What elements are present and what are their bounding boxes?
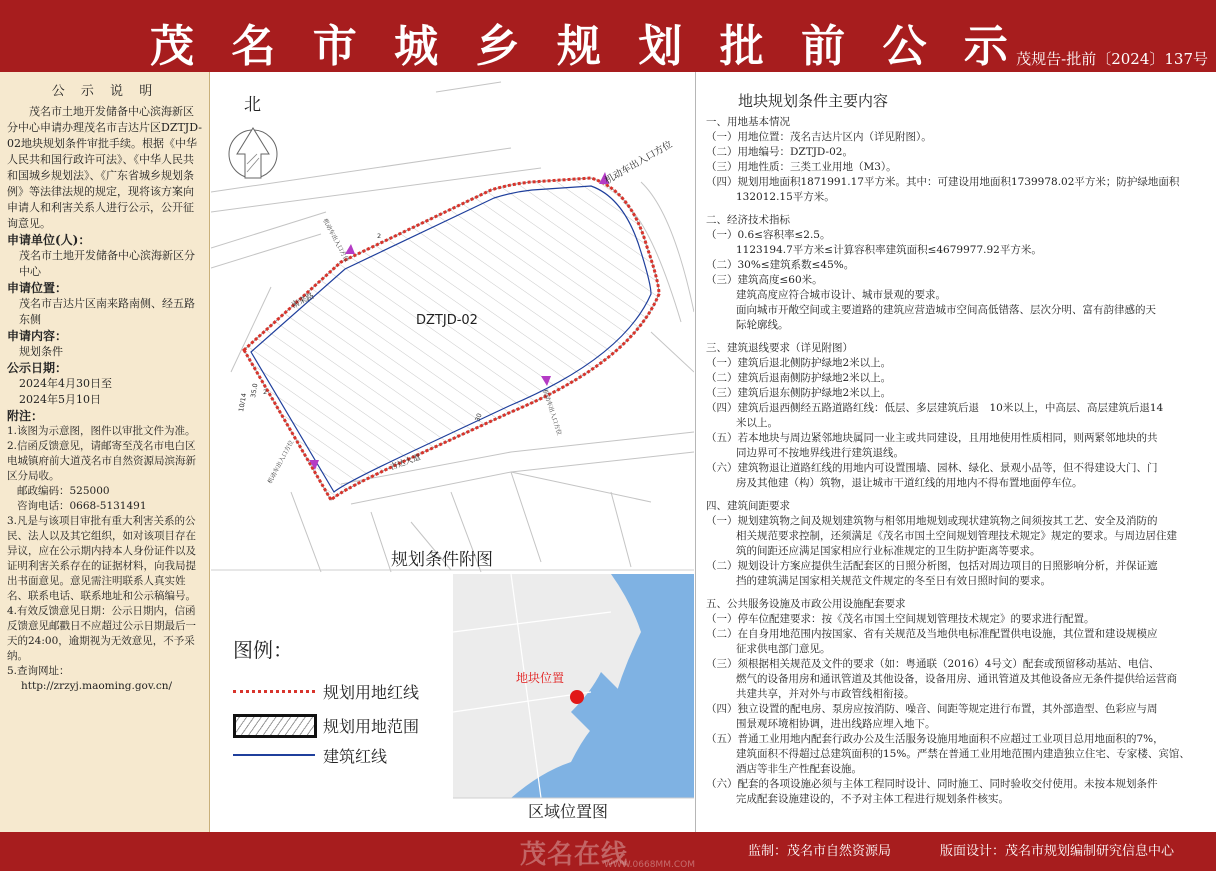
notes-label: 附注： bbox=[7, 409, 44, 423]
legend-scope-swatch bbox=[233, 714, 317, 738]
condition-line: 相关规范要求控制，还须满足《茂名市国土空间规划管理技术规定》规定的要求。与周边居住建 bbox=[736, 530, 1177, 542]
legend bbox=[211, 574, 451, 832]
content-label: 申请内容： bbox=[7, 329, 68, 343]
title-char: 市 bbox=[312, 21, 359, 72]
applicant-value: 茂名市土地开发储备中心滨海新区分中心 bbox=[19, 249, 195, 278]
note-2: 2.信函反馈意见，请邮寄至茂名市电白区电城镇府前大道茂名市自然资源局滨海新区分局收。 bbox=[7, 440, 196, 482]
location-marker-icon bbox=[570, 690, 584, 704]
footer-banner bbox=[0, 832, 1216, 871]
condition-line: （一）规划建筑物之间及规划建筑物与相邻用地规划或现状建筑物之间须按其工艺、安全及消防的 bbox=[706, 515, 1158, 527]
note-1: 1.该图为示意图，图件以审批文件为准。 bbox=[7, 425, 196, 437]
title-char: 规 bbox=[556, 21, 603, 72]
condition-line: （四）规划用地面积1871991.17平方米。其中：可建设用地面积1739978.02平方米；防护绿地面积 bbox=[706, 176, 1180, 188]
document-number: 茂规告-批前〔2024〕137号 bbox=[1016, 50, 1208, 68]
legend-blue-line-label: 建筑红线 bbox=[323, 747, 388, 766]
applicant-label: 申请单位(人)： bbox=[7, 233, 91, 247]
header-banner bbox=[0, 0, 1216, 72]
supervisor-text: 监制：茂名市自然资源局 bbox=[748, 844, 892, 859]
condition-line: （三）用地性质：三类工业用地（M3）。 bbox=[706, 161, 897, 173]
section-heading: 一、用地基本情况 bbox=[706, 116, 790, 128]
date-to: 2024年5月10日 bbox=[19, 393, 101, 406]
legend-title: 图例： bbox=[233, 638, 293, 662]
section-heading: 四、建筑间距要求 bbox=[706, 500, 790, 512]
dimension-35: 35.0 bbox=[249, 382, 260, 399]
conditions-panel bbox=[695, 72, 1216, 832]
condition-line: 建筑高度应符合城市设计、城市景观的要求。 bbox=[736, 289, 946, 301]
condition-line: （二）建筑后退南侧防护绿地2米以上。 bbox=[706, 372, 892, 384]
note-4: 4.有效反馈意见日期：公示日期内，信函反馈意见邮戳日不应超过公示日期最后一天的24:00，逾期视为无效意见，不予采纳。 bbox=[7, 605, 196, 662]
conditions-title: 地块规划条件主要内容 bbox=[738, 92, 889, 110]
entrance-label-small: 机动车出入口方位 bbox=[266, 439, 296, 485]
entrance-label-small: 机动车出入口方位 bbox=[541, 388, 563, 437]
road-name-nanlai: 南来路 bbox=[289, 291, 316, 310]
condition-line: （二）在自身用地范围内按国家、省有关规范及当地供电标准配置供电设施，其位置和建设规模应 bbox=[706, 628, 1158, 640]
notice-intro: 茂名市土地开发储备中心滨海新区分中心申请办理茂名市吉达片区DZTJD-02地块规划条件审批手续。根据《中华人民共和国行政许可法》、《中华人民共和国城乡规划法》、《广东省城乡规划条例》等法律法规的规定，现将该方案向申请人和利害关系人进行公示，公开征询意见。 bbox=[7, 105, 202, 230]
condition-line: 面向城市开敞空间或主要道路的建筑应营造城市空间高低错落、层次分明、富有韵律感的天 bbox=[736, 304, 1156, 316]
page-title bbox=[150, 10, 1010, 74]
plot-code: DZTJD-02 bbox=[416, 313, 478, 328]
condition-line: 建筑面积不得超过总建筑面积的15%。严禁在普通工业用地范围内建造独立住宅、专家楼、宾馆、 bbox=[736, 748, 1190, 760]
condition-line: （二）30%≤建筑系数≤45%。 bbox=[706, 259, 855, 271]
title-char: 示 bbox=[963, 21, 1010, 72]
entrance-label-small: 机动车出入口方位 bbox=[321, 217, 350, 264]
condition-line: 挡的建筑满足国家相关规范文件规定的冬至日有效日照时间的要求。 bbox=[736, 575, 1051, 587]
condition-line: （五）普通工业用地内配套行政办公及生活服务设施用地面积不应超过工业项目总用地面积的7%， bbox=[706, 733, 1164, 745]
condition-line: （一）建筑后退北侧防护绿地2米以上。 bbox=[706, 357, 892, 369]
watermark-logo: 茂名在线 bbox=[520, 840, 629, 870]
entrance-label-main: 机动车出入口方位 bbox=[603, 139, 675, 187]
map-panel bbox=[211, 72, 694, 832]
conditions-body bbox=[706, 115, 1211, 807]
dimension-2a: 2 bbox=[263, 388, 268, 396]
condition-line: （四）建筑后退西侧经五路道路红线：低层、多层建筑后退 10米以上，中高层、高层建筑后退14 bbox=[706, 402, 1164, 414]
notice-panel bbox=[0, 72, 210, 832]
title-char: 划 bbox=[638, 21, 685, 72]
title-char: 批 bbox=[719, 21, 766, 72]
condition-line: 征求供电部门意见。 bbox=[736, 643, 831, 655]
dimension-14: 10/14 bbox=[237, 392, 249, 413]
location-value: 茂名市吉达片区南来路南侧、经五路东侧 bbox=[19, 297, 195, 326]
dimension-30: 30 bbox=[473, 412, 484, 423]
condition-line: （三）须根据相关规范及文件的要求（如：粤通联（2016）4号文）配套或预留移动基站、电信、 bbox=[706, 658, 1160, 670]
legend-red-line-label: 规划用地红线 bbox=[323, 683, 420, 702]
condition-line: 围景观环境相协调，进出线路应埋入地下。 bbox=[736, 718, 936, 730]
plan-caption: 规划条件附图 bbox=[391, 550, 493, 570]
location-label: 申请位置： bbox=[7, 281, 68, 295]
title-char: 城 bbox=[394, 21, 441, 72]
location-marker-label: 地块位置 bbox=[516, 671, 565, 685]
condition-line: （五）若本地块与周边紧邻地块属同一业主或共同建设，且用地使用性质相同，则两紧邻地块的共 bbox=[706, 432, 1158, 444]
condition-line: （三）建筑后退东侧防护绿地2米以上。 bbox=[706, 387, 892, 399]
content-value: 规划条件 bbox=[19, 345, 63, 358]
condition-line: （二）规划设计方案应提供生活配套区的日照分析图，包括对周边项目的日照影响分析，并保证遮 bbox=[706, 560, 1158, 572]
postcode: 邮政编码：525000 bbox=[17, 485, 110, 497]
north-label: 北 bbox=[244, 95, 261, 115]
section-heading: 二、经济技术指标 bbox=[706, 214, 790, 226]
condition-line: 同边界可不按地界线进行建筑退线。 bbox=[736, 447, 904, 459]
condition-line: 共建共享，并对外与市政管线相衔接。 bbox=[736, 688, 915, 700]
title-char: 名 bbox=[231, 21, 278, 72]
road-name-jida: 吉达大道 bbox=[388, 452, 422, 472]
condition-line: 132012.15平方米。 bbox=[736, 191, 835, 203]
query-url[interactable]: http://zrzyj.maoming.gov.cn/ bbox=[21, 680, 173, 692]
date-label: 公示日期： bbox=[7, 361, 68, 375]
title-char: 乡 bbox=[475, 21, 522, 72]
plot-scope bbox=[244, 178, 659, 500]
phone: 咨询电话：0668-5131491 bbox=[17, 500, 147, 512]
condition-line: （一）0.6≤容积率≤2.5。 bbox=[706, 229, 831, 241]
condition-line: （四）独立设置的配电房、泵房应按消防、噪音、间距等规定进行布置，其外部造型、色彩应与周 bbox=[706, 703, 1158, 715]
condition-line: 房及其他建（构）筑物，退让城市干道红线的用地内不得布置地面停车位。 bbox=[736, 477, 1083, 489]
title-char: 前 bbox=[801, 21, 848, 72]
condition-line: （六）配套的各项设施必须与主体工程同时设计、同时施工、同时验收交付使用。未按本规划条件 bbox=[706, 778, 1158, 790]
condition-line: 筑的间距还应满足国家相应行业标准规定的卫生防护距离等要求。 bbox=[736, 545, 1041, 557]
condition-line: 燃气的设备用房和通讯管道及其他设备，设备用房、通讯管道及其他设备应无条件提供给运营商 bbox=[736, 673, 1177, 685]
designer-text: 版面设计：茂名市规划编制研究信息中心 bbox=[940, 844, 1175, 859]
legend-blue-line-swatch bbox=[233, 754, 315, 756]
title-char: 茂 bbox=[150, 21, 196, 72]
north-arrow-shape bbox=[237, 128, 269, 178]
date-from: 2024年4月30日至 bbox=[19, 377, 112, 390]
legend-scope-label: 规划用地范围 bbox=[323, 717, 420, 736]
notice-title: 公 示 说 明 bbox=[51, 84, 159, 99]
condition-line: （二）用地编号：DZTJD-02。 bbox=[706, 146, 853, 158]
title-char: 公 bbox=[882, 21, 929, 72]
note-5: 5.查询网址： bbox=[7, 665, 70, 677]
condition-line: （三）建筑高度≤60米。 bbox=[706, 274, 823, 286]
condition-line: 米以上。 bbox=[736, 417, 778, 429]
condition-line: （六）建筑物退让道路红线的用地内可设置围墙、园林、绿化、景观小品等，但不得建设大门、门 bbox=[706, 462, 1158, 474]
condition-line: 酒店等非生产性配套设施。 bbox=[736, 763, 862, 775]
condition-line: （一）停车位配建要求：按《茂名市国土空间规划管理技术规定》的要求进行配置。 bbox=[706, 613, 1095, 625]
condition-line: （一）用地位置：茂名吉达片区内（详见附图）。 bbox=[706, 131, 932, 143]
watermark-url: WWW.0668MM.COM bbox=[604, 860, 695, 870]
section-heading: 五、公共服务设施及市政公用设施配套要求 bbox=[706, 598, 906, 610]
location-caption: 区域位置图 bbox=[528, 802, 609, 821]
condition-line: 1123194.7平方米≤计算容积率建筑面积≤4679977.92平方米。 bbox=[736, 244, 1042, 256]
legend-red-line-swatch bbox=[233, 690, 315, 693]
section-heading: 三、建筑退线要求（详见附图） bbox=[706, 342, 853, 354]
note-3: 3.凡是与该项目审批有重大利害关系的公民、法人以及其它组织，如对该项目存在异议，应在公示期内持本人身份证件以及证明利害关系存在的证据材料，向我局提出书面意见。意见需注明联系人真实姓名、联系电话、联系地址和公示稿编号。 bbox=[7, 515, 196, 602]
dimension-2b: 2 bbox=[377, 232, 382, 240]
condition-line: 完成配套设施建设的，不予对主体工程进行规划条件核实。 bbox=[736, 793, 1009, 805]
condition-line: 际轮廓线。 bbox=[736, 319, 789, 331]
